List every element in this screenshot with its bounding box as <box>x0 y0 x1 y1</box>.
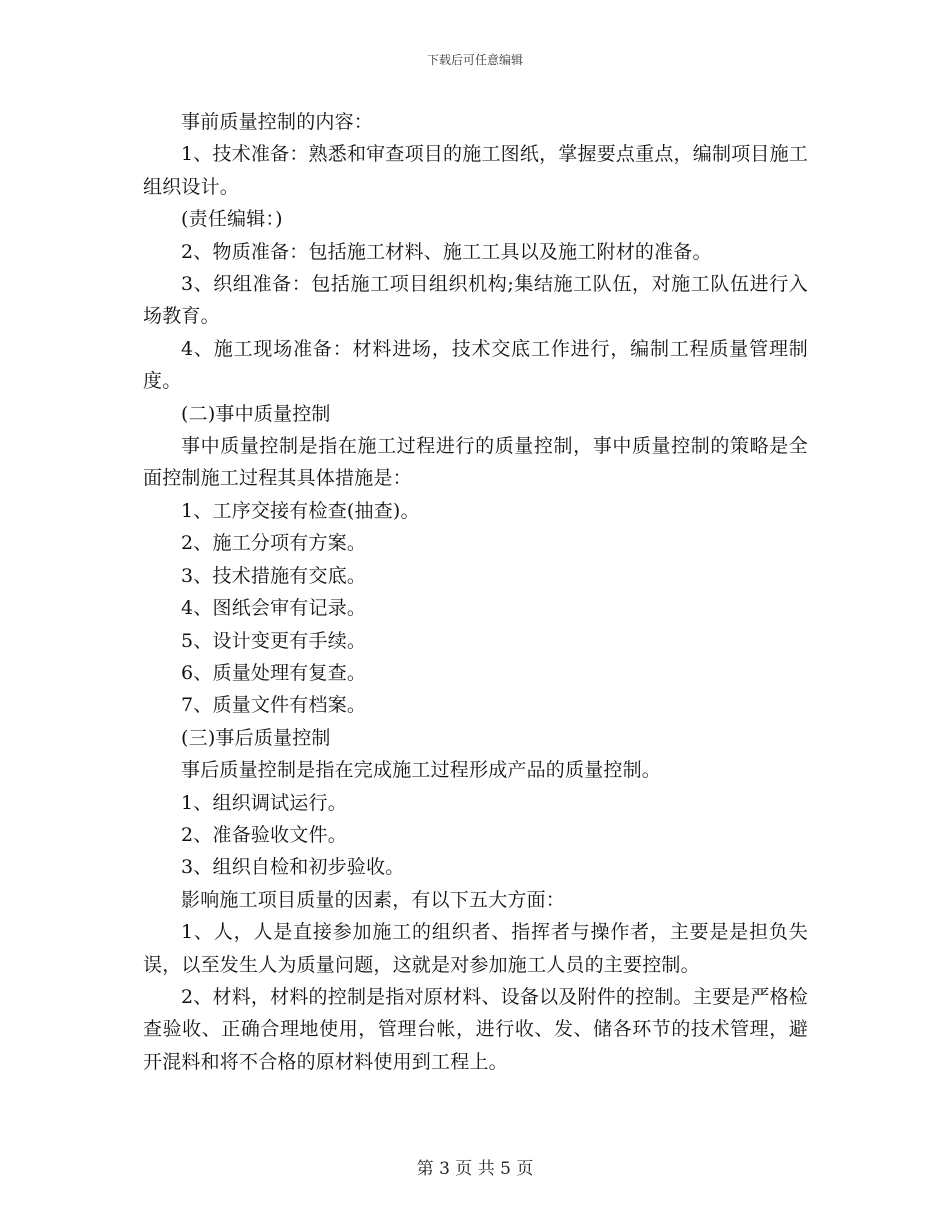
document-body <box>143 106 808 1078</box>
list-item: 5、设计变更有手续。 <box>181 629 367 652</box>
paragraph: 3、织组准备：包括施工项目组织机构;集结施工队伍，对施工队伍进行入场教育。 <box>143 273 808 328</box>
list-item: 1、工序交接有检查(抽查)。 <box>181 499 420 522</box>
list-item: 7、质量文件有档案。 <box>181 694 367 717</box>
list-item: 6、质量处理有复查。 <box>181 661 367 684</box>
paragraph: 1、技术准备：熟悉和审查项目的施工图纸，掌握要点重点，编制项目施工组织设计。 <box>143 143 808 198</box>
paragraph: 2、材料，材料的控制是指对原材料、设备以及附件的控制。主要是严格检查验收、正确合理地使用，管理台帐，进行收、发、储各环节的技术管理，避开混料和将不合格的原材料使用到工程上。 <box>143 985 808 1073</box>
section-heading: (二)事中质量控制 <box>181 402 331 425</box>
paragraph: 2、物质准备：包括施工材料、施工工具以及施工附材的准备。 <box>181 240 712 263</box>
paragraph: 1、人，人是直接参加施工的组织者、指挥者与操作者，主要是是担负失误，以至发生人为质量问题，这就是对参加施工人员的主要控制。 <box>143 921 808 976</box>
list-item: 2、施工分项有方案。 <box>181 532 367 555</box>
section-heading: (三)事后质量控制 <box>181 726 331 749</box>
list-item: 3、组织自检和初步验收。 <box>181 856 405 879</box>
paragraph: 事后质量控制是指在完成施工过程形成产品的质量控制。 <box>181 759 662 782</box>
paragraph: 事前质量控制的内容： <box>181 111 374 133</box>
paragraph: 影响施工项目质量的因素，有以下五大方面： <box>181 888 566 911</box>
list-item: 3、技术措施有交底。 <box>181 564 367 587</box>
list-item: 2、准备验收文件。 <box>181 823 347 846</box>
list-item: 1、组织调试运行。 <box>181 791 347 814</box>
paragraph: 事中质量控制是指在施工过程进行的质量控制，事中质量控制的策略是全面控制施工过程其具体措施是： <box>143 435 808 490</box>
paragraph: 4、施工现场准备：材料进场，技术交底工作进行，编制工程质量管理制度。 <box>143 337 808 393</box>
list-item: 4、图纸会审有记录。 <box>181 597 367 620</box>
paragraph: (责任编辑：) <box>181 208 283 231</box>
page-header: 下载后可任意编辑 <box>426 53 523 67</box>
page-number: 第 3 页 共 5 页 <box>416 1159 534 1179</box>
